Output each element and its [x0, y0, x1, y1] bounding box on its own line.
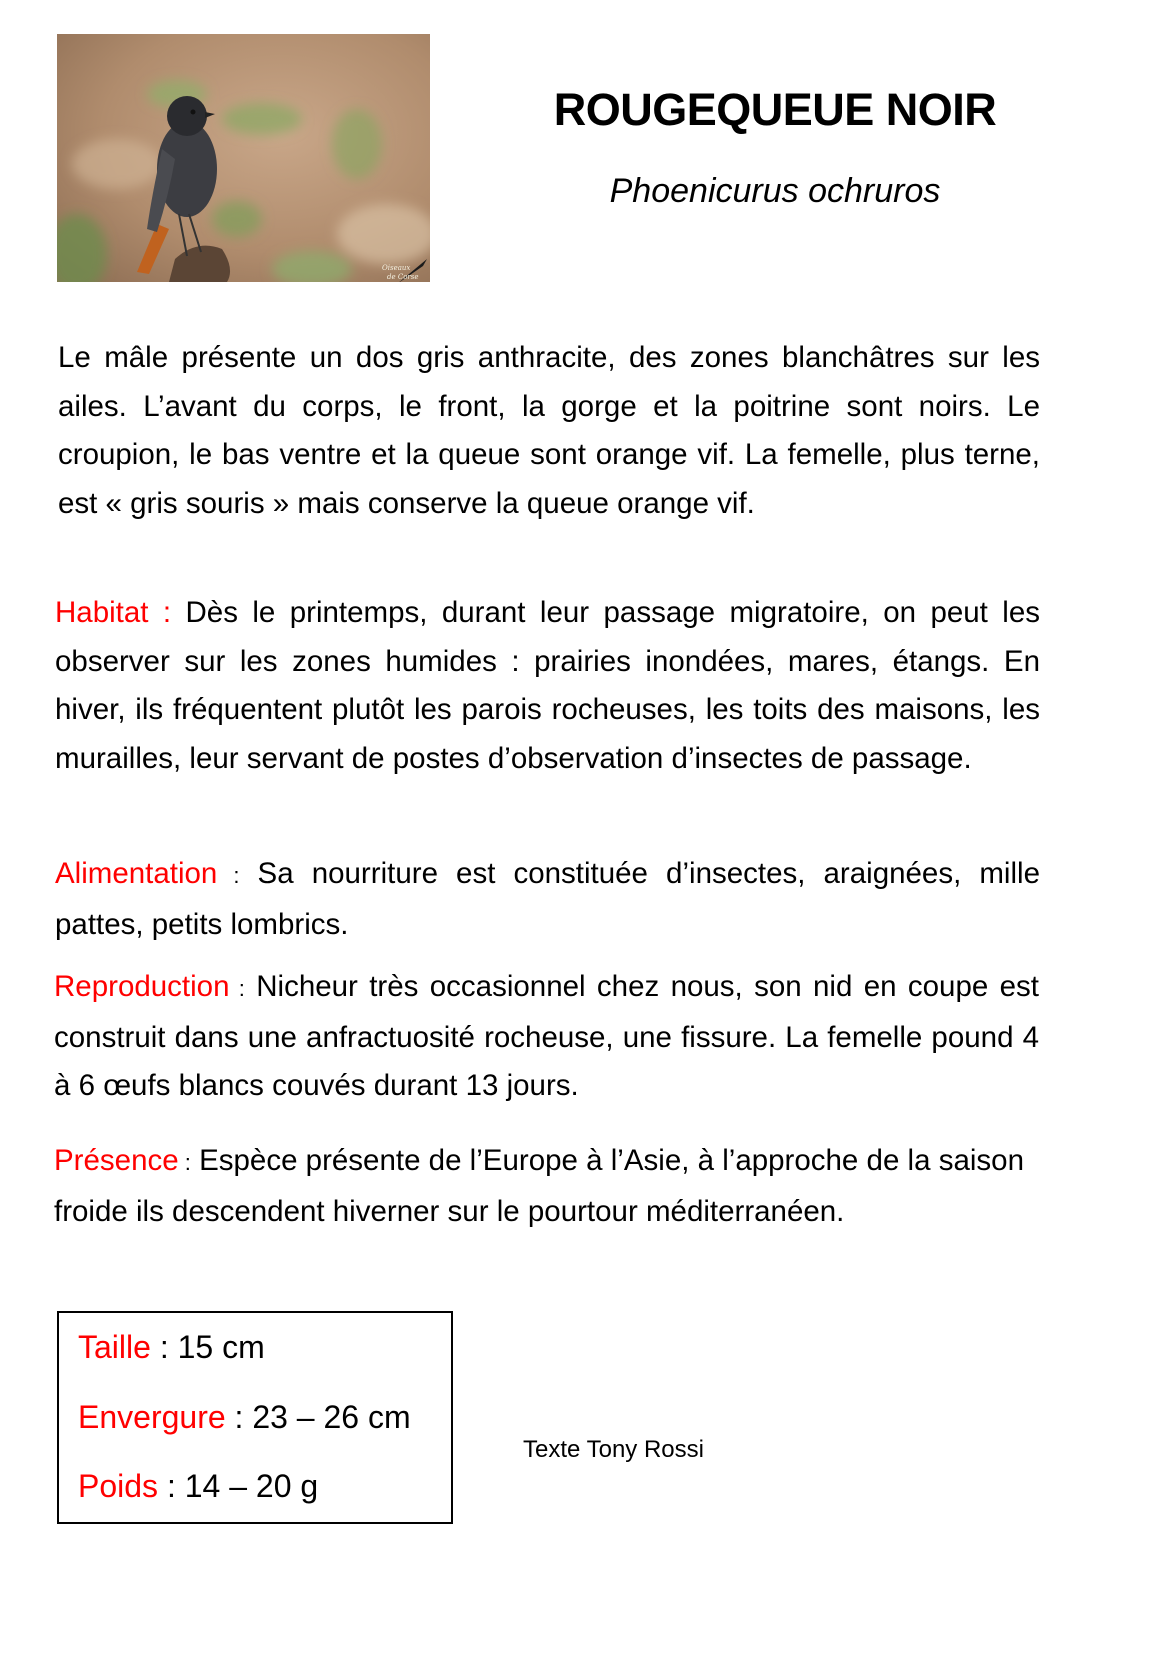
reproduction-separator: :	[229, 976, 245, 1001]
habitat-text: Dès le printemps, durant leur passage migratoire, on peut les observer sur les zones humides : prairies inondées, mares, étangs. En hiver, ils fréquentent plutôt les parois rocheuses, les toits des maisons, les murailles, leur servant de postes d’observation d’insectes de passage.	[55, 596, 1040, 775]
reproduction-label: Reproduction	[54, 970, 230, 1003]
fact-value: : 15 cm	[150, 1329, 265, 1365]
description-paragraph: Le mâle présente un dos gris anthracite, des zones blanchâtres sur les ailes. L’avant du corps, le front, la gorge et la poitrine sont noirs. Le croupion, le bas ventre et la queue sont orange vif. La femelle, plus terne, est « gris souris » mais conserve la queue orange vif.	[58, 341, 1040, 520]
fact-label: Envergure	[78, 1399, 226, 1435]
watermark-logo: Oiseaux	[382, 264, 411, 272]
alimentation-separator: :	[217, 863, 240, 888]
fact-value: : 23 – 26 cm	[225, 1399, 411, 1435]
fact-weight	[78, 1468, 318, 1505]
alimentation-label: Alimentation	[55, 857, 218, 890]
facts-box	[57, 1311, 453, 1524]
reproduction-text: Nicheur très occasionnel chez nous, son nid en coupe est construit dans une anfractuosité rocheuse, une fissure. La femelle pound 4 à 6 œufs blancs couvés durant 13 jours.	[54, 970, 1039, 1102]
presence-section	[54, 1137, 1024, 1236]
author-credit: Texte Tony Rossi	[523, 1436, 704, 1463]
habitat-label: Habitat :	[55, 596, 172, 629]
bird-photo	[57, 34, 430, 282]
reproduction-section	[54, 963, 1039, 1111]
fact-size	[78, 1329, 265, 1366]
fact-value: : 14 – 20 g	[158, 1468, 319, 1504]
fact-label: Poids	[78, 1468, 159, 1504]
alimentation-section	[55, 850, 1040, 949]
fact-wingspan	[78, 1399, 411, 1436]
latin-name: Phoenicurus ochruros	[609, 172, 941, 210]
presence-label: Présence	[54, 1144, 179, 1177]
habitat-section	[55, 589, 1040, 783]
presence-text: Espèce présente de l’Europe à l’Asie, à l’approche de la saison froide ils descendent hiverner sur le pourtour méditerranéen.	[54, 1144, 1024, 1228]
page-title: ROUGEQUEUE NOIR	[553, 84, 997, 135]
bird-image	[57, 34, 430, 282]
svg-text:de Corse: de Corse	[387, 273, 419, 281]
fact-label: Taille	[78, 1329, 151, 1365]
presence-separator: :	[178, 1150, 191, 1175]
alimentation-text: Sa nourriture est constituée d’insectes, araignées, mille pattes, petits lombrics.	[55, 857, 1040, 941]
